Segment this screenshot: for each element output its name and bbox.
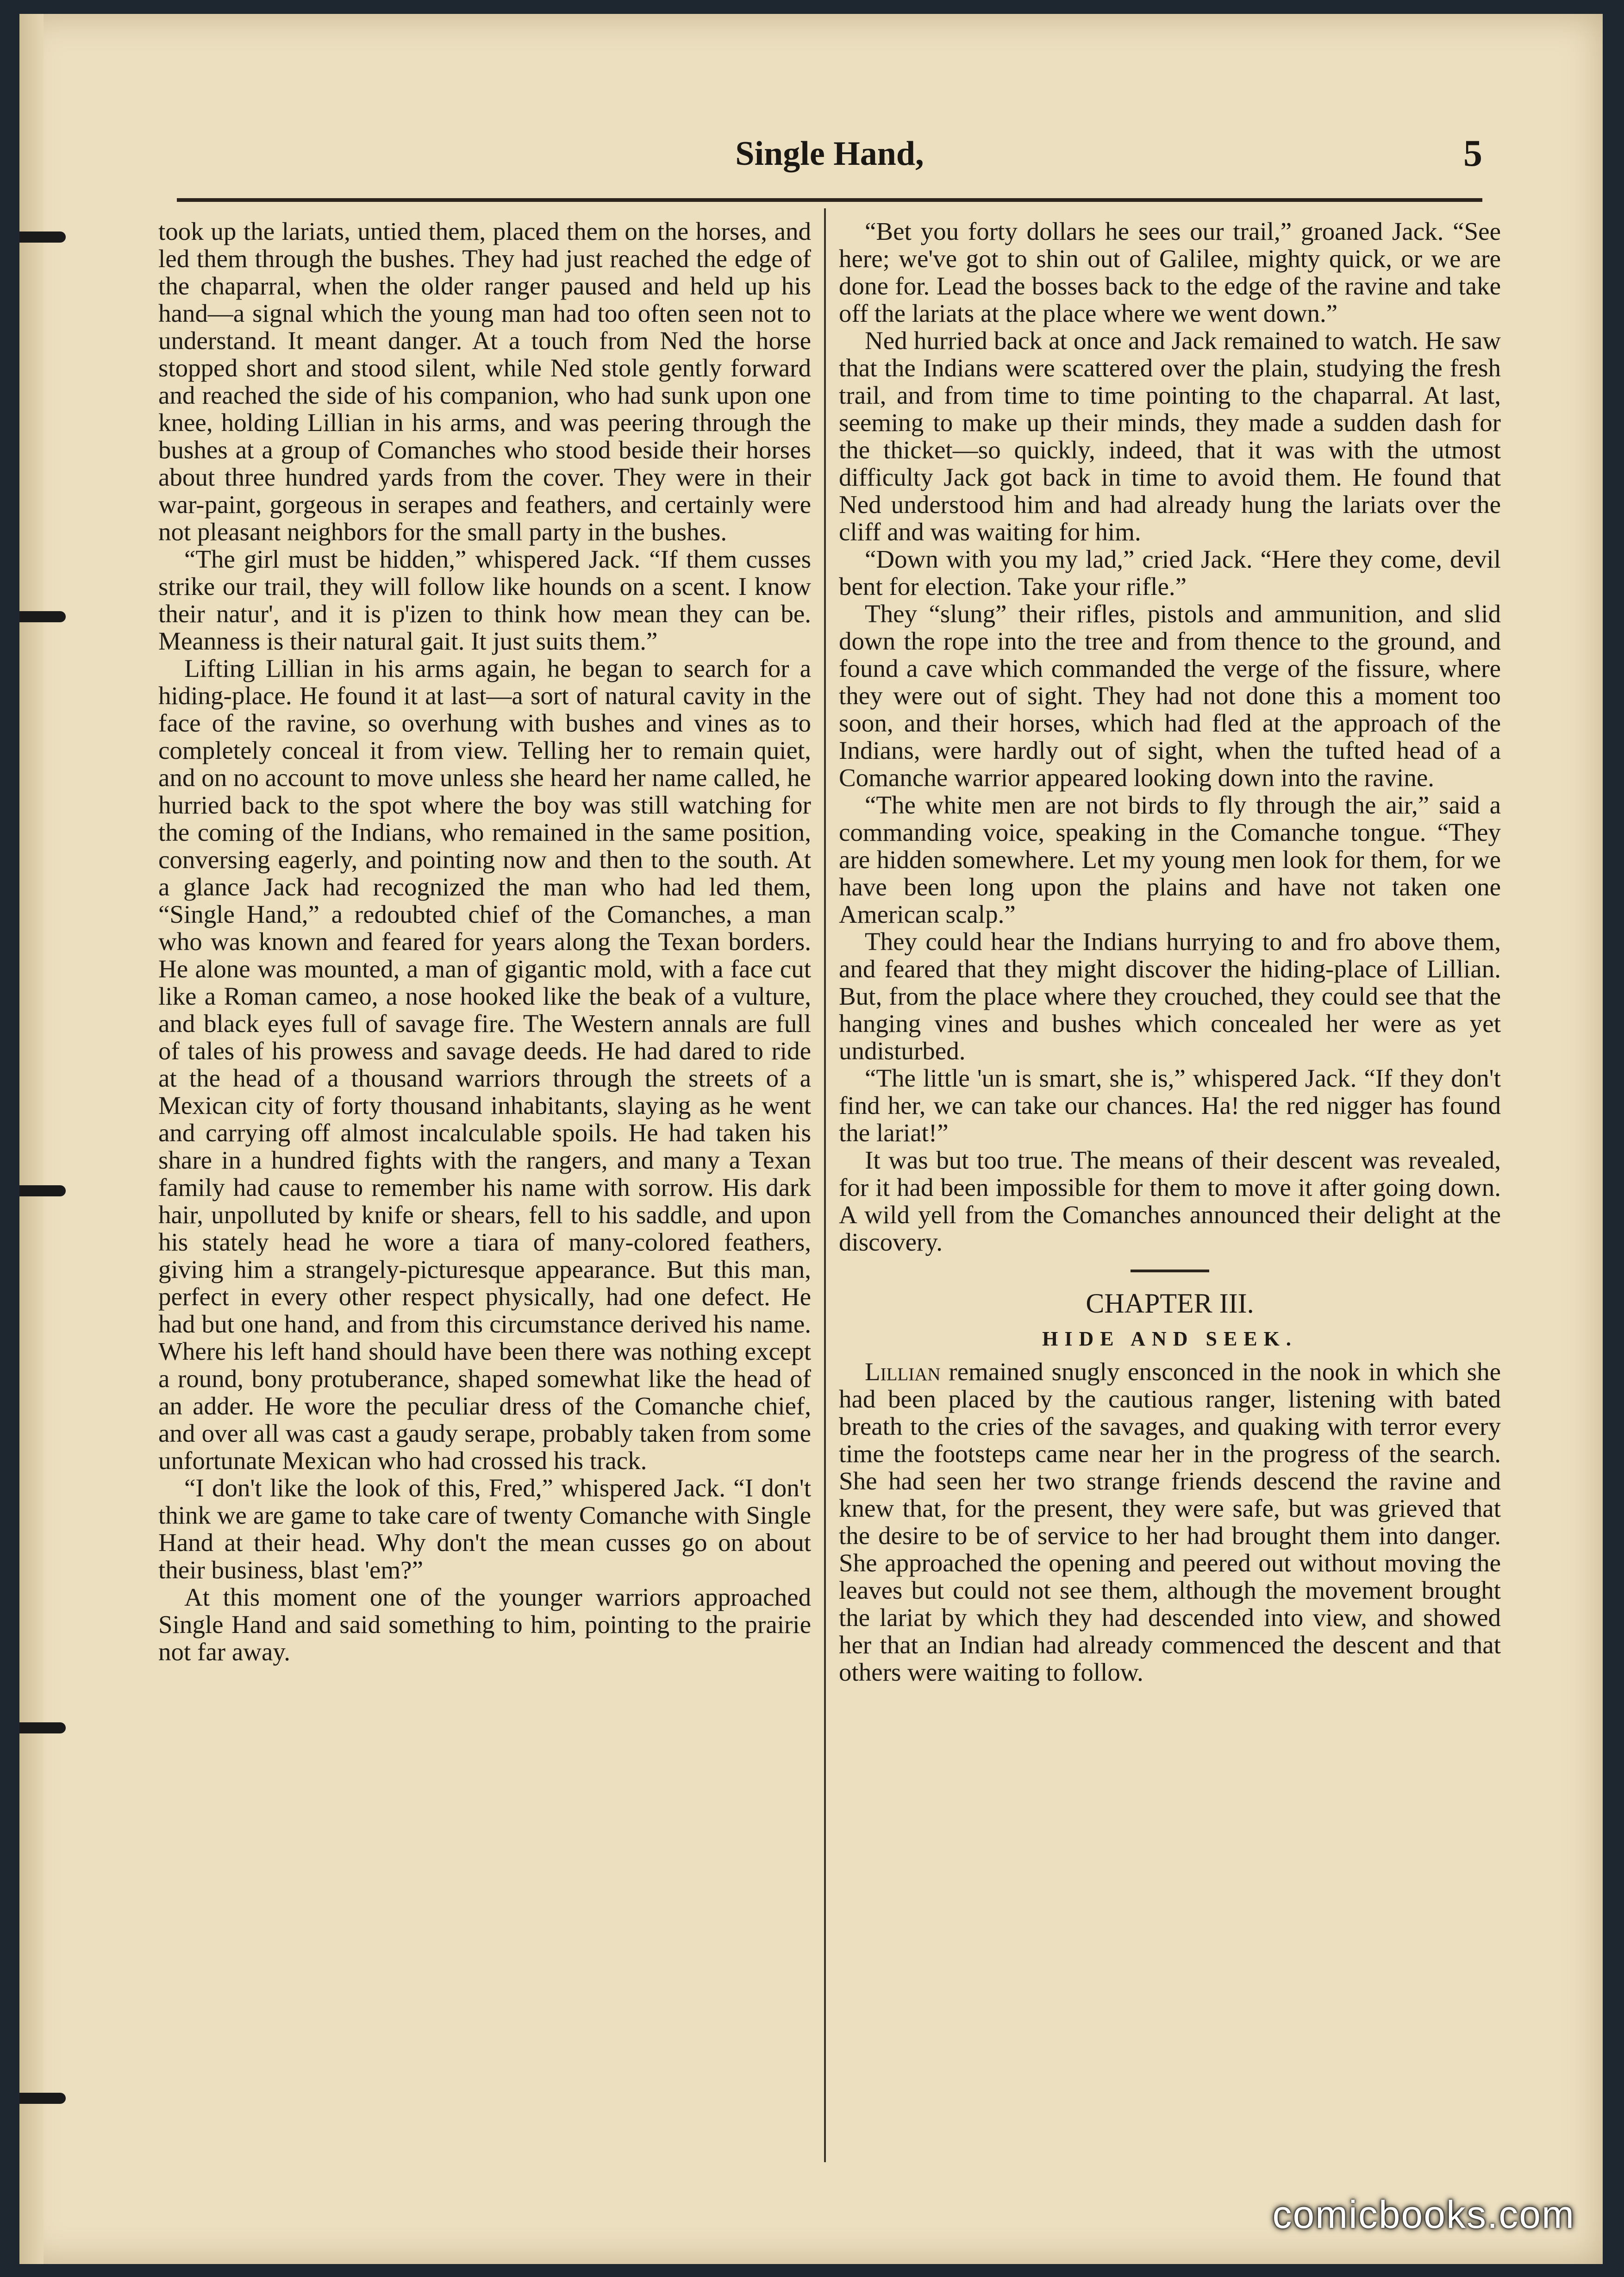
binding-staple — [19, 231, 66, 243]
paragraph: Ned hurried back at once and Jack remained to watch. He saw that the Indians were scattered over the plain, studying the fresh trail, and from time to time pointing to the chaparral. At last, seeming to make up their minds, they made a sudden dash for the thicket—so quickly, indeed, that it was with the utmost difficulty Jack got back in time to avoid them. He found that Ned understood him and had already hung the lariats over the cliff and was waiting for him. — [839, 326, 1501, 546]
magazine-page — [19, 14, 1603, 2264]
binding-staple — [19, 2093, 66, 2104]
paragraph: Lifting Lillian in his arms again, he began to search for a hiding-place. He found it at last—a sort of natural cavity in the face of the ravine, so overhung with bushes and vines as to completely conceal it from view. Telling her to remain quiet, and on no account to move unless she heard her name called, he hurried back to the spot where the boy was still watching for the coming of the Indians, who remained in the same position, conversing eagerly, and pointing now and then to the south. At a glance Jack had recognized the man who had led them, “Single Hand,” a redoubted chief of the Comanches, a man who was known and feared for years along the Texan borders. He alone was mounted, a man of gigantic mold, with a face cut like a Roman cameo, a nose hooked like the beak of a vulture, and black eyes full of savage fire. The Western annals are full of tales of his prowess and savage deeds. He had dared to ride at the head of a thousand warriors through the streets of a Mexican city of forty thousand inhabitants, slaying as he went and carrying off almost incalculable spoils. He had taken his share in a hundred fights with the rangers, and many a Texan family had cause to remember his name with sorrow. His dark hair, unpolluted by knife or shears, fell to his saddle, and upon his stately head he wore a tiara of many-colored feathers, giving him a strangely-picturesque appearance. But this man, perfect in every other respect physically, had one defect. He had but one hand, and from this circumstance derived his name. Where his left hand should have been there was nothing except a round, bony protuberance, shaped somewhat like the head of an adder. He wore the peculiar dress of the Comanche chief, and over all was cast a gaudy serape, probably taken from some unfortunate Mexican who had crossed his track. — [158, 654, 811, 1475]
paragraph: It was but too true. The means of their descent was revealed, for it had been impossible for them to move it after going down. A wild yell from the Comanches announced their delight at the discovery. — [839, 1146, 1501, 1256]
chapter-first-paragraph-text: remained snugly ensconced in the nook in which she had been placed by the cautious ranger, listening with bated breath to the cries of the savages, and quaking with terror every time the footsteps came near her in the progress of the search. She had seen her two strange friends descend the ravine and knew that, for the present, they were safe, but was grieved that the desire to be of service to her had brought them into danger. She approached the opening and peered out without moving the leaves but could not see them, although the movement brought the lariat by which they had descended into view, and showed her that an Indian had already commenced the descent and that others were waiting to follow. — [839, 1357, 1501, 1686]
header-rule — [177, 198, 1482, 202]
paragraph: They could hear the Indians hurrying to and fro above them, and feared that they might discover the hiding-place of Lillian. But, from the place where they crouched, they could see that the hanging vines and bushes which concealed her were as yet undisturbed. — [839, 927, 1501, 1065]
paragraph: took up the lariats, untied them, placed them on the horses, and led them through the bushes. They had just reached the edge of the chaparral, when the older ranger paused and held up his hand—a signal which the young man had too often seen not to understand. It meant danger. At a touch from Ned the horse stopped short and stood silent, while Ned stole gently forward and reached the side of his companion, who had sunk upon one knee, holding Lillian in his arms, and was peering through the bushes at a group of Comanches who stood beside their horses about three hundred yards from the cover. They were in their war-paint, gorgeous in serapes and feathers, and certainly were not pleasant neighbors for the small party in the bushes. — [158, 218, 811, 546]
page-number: 5 — [1463, 132, 1482, 174]
page-spine-edge — [19, 14, 44, 2264]
paragraph: “The little 'un is smart, she is,” whispered Jack. “If they don't find her, we can take our chances. Ha! the red nigger has found the lariat!” — [839, 1064, 1501, 1147]
watermark: comicbooks.com — [1272, 2193, 1575, 2236]
right-column — [839, 218, 1501, 2158]
paragraph: “Down with you my lad,” cried Jack. “Here they come, devil bent for election. Take your rifle.” — [839, 545, 1501, 601]
paragraph: At this moment one of the younger warriors approached Single Hand and said something to him, pointing to the prairie not far away. — [158, 1583, 811, 1666]
page-header — [177, 130, 1482, 181]
paragraph: “The white men are not birds to fly through the air,” said a commanding voice, speaking in the Comanche tongue. “They are hidden somewhere. Let my young men look for them, for we have been long upon the plains and have not taken one American scalp.” — [839, 791, 1501, 928]
paragraph: They “slung” their rifles, pistols and ammunition, and slid down the rope into the tree and from thence to the ground, and found a cave which commanded the verge of the fissure, where they were out of sight. They had not done this a moment too soon, and their horses, which had fled at the approach of the Indians, were hardly out of sight, when the tufted head of a Comanche warrior appeared looking down into the ravine. — [839, 600, 1501, 792]
binding-staple — [19, 1722, 66, 1733]
paragraph: “The girl must be hidden,” whispered Jack. “If them cusses strike our trail, they will follow like hounds on a scent. I know their natur', and it is p'izen to think how mean they can be. Meanness is their natural gait. It just suits them.” — [158, 545, 811, 655]
paragraph: “Bet you forty dollars he sees our trail,” groaned Jack. “See here; we've got to shin out of Galilee, mighty quick, or we are done for. Lead the bosses back to the edge of the ravine and take off the lariats at the place where we went down.” — [839, 218, 1501, 327]
binding-staple — [19, 1185, 66, 1196]
chapter-heading: CHAPTER III. — [1086, 1288, 1254, 1319]
chapter-first-word: Lillian — [865, 1357, 941, 1386]
chapter-subtitle: HIDE AND SEEK. — [1042, 1327, 1298, 1350]
chapter-first-paragraph — [839, 1358, 1501, 1686]
paragraph: “I don't like the look of this, Fred,” whispered Jack. “I don't think we are game to take care of twenty Comanche with Single Hand at their head. Why don't the mean cusses go on about their business, blast 'em?” — [158, 1474, 811, 1584]
column-divider — [824, 208, 826, 2162]
running-title: Single Hand, — [735, 135, 924, 173]
binding-staple — [19, 611, 66, 622]
chapter-rule — [1131, 1270, 1209, 1272]
left-column — [158, 218, 811, 2158]
